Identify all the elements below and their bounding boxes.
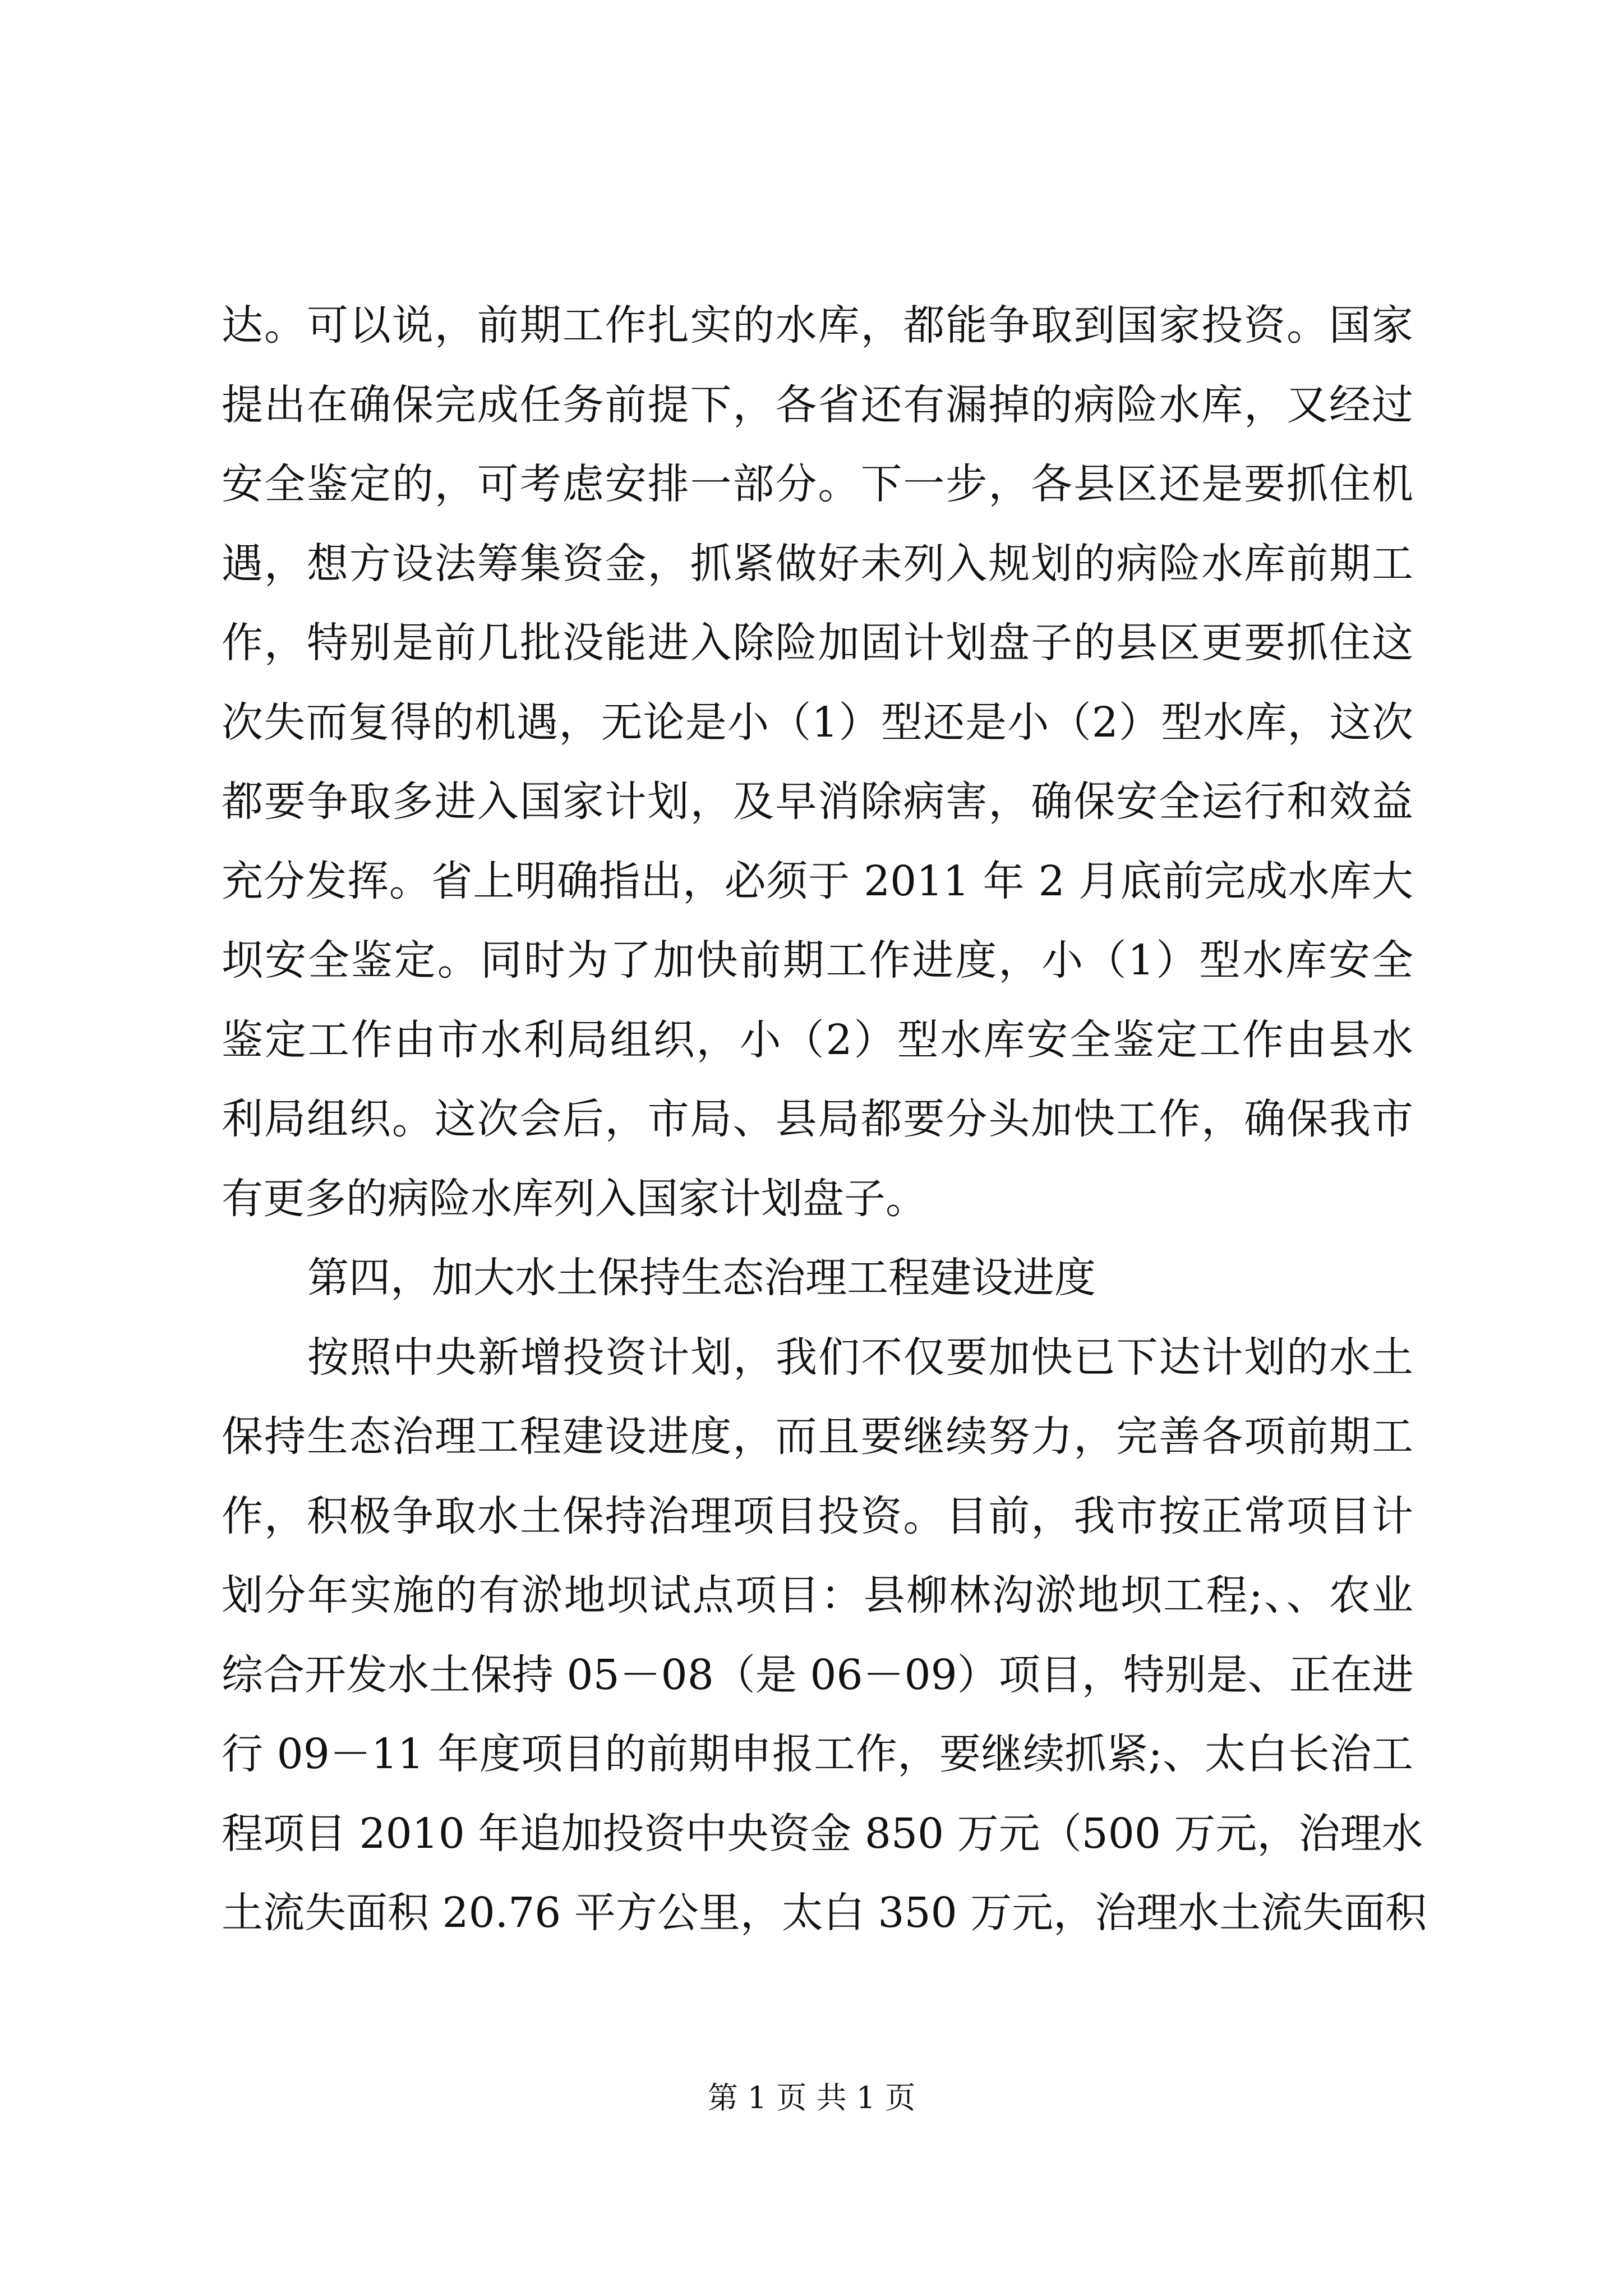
text-line: 次失而复得的机遇，无论是小（1）型还是小（2）型水库，这次: [222, 698, 1413, 747]
text-line: 坝安全鉴定。同时为了加快前期工作进度，小（1）型水库安全: [222, 936, 1413, 984]
text-line: 程项目 2010 年追加投资中央资金 850 万元（500 万元，治理水: [222, 1809, 1423, 1858]
text-line: 行 09－11 年度项目的前期申报工作，要继续抓紧;、太白长治工: [222, 1730, 1413, 1778]
text-line: 提出在确保完成任务前提下，各省还有漏掉的病险水库，又经过: [222, 380, 1413, 429]
text-line: 都要争取多进入国家计划，及早消除病害，确保安全运行和效益: [222, 777, 1413, 826]
text-line: 达。可以说，前期工作扎实的水库，都能争取到国家投资。国家: [222, 301, 1413, 349]
page-number: 第 1 页 共 1 页: [707, 2080, 916, 2115]
text-line: 遇，想方设法筹集资金，抓紧做好未列入规划的病险水库前期工: [222, 539, 1413, 588]
body-text: [222, 286, 1427, 1953]
text-line: 利局组织。这次会后，市局、县局都要分头加快工作，确保我市: [222, 1095, 1413, 1143]
text-line: 按照中央新增投资计划，我们不仅要加快已下达计划的水土: [307, 1333, 1413, 1382]
section-heading: 第四，加大水土保持生态治理工程建设进度: [307, 1254, 1096, 1302]
text-line: 综合开发水土保持 05－08（是 06－09）项目，特别是、正在进: [222, 1650, 1414, 1699]
text-line: 安全鉴定的，可考虑安排一部分。下一步，各县区还是要抓住机: [222, 460, 1413, 508]
text-line: 保持生态治理工程建设进度，而且要继续努力，完善各项前期工: [222, 1412, 1413, 1461]
text-line: 作，特别是前几批没能进入除险加固计划盘子的县区更要抓住这: [222, 619, 1413, 667]
text-line: 有更多的病险水库列入国家计划盘子。: [222, 1174, 927, 1223]
text-line: 鉴定工作由市水利局组织，小（2）型水库安全鉴定工作由县水: [222, 1015, 1413, 1064]
text-line: 作，积极争取水土保持治理项目投资。目前，我市按正常项目计: [222, 1492, 1413, 1540]
text-line: 划分年实施的有淤地坝试点项目：县柳林沟淤地坝工程;、、农业: [222, 1571, 1413, 1619]
text-line: 土流失面积 20.76 平方公里，太白 350 万元，治理水土流失面积: [222, 1889, 1427, 1937]
text-line: 充分发挥。省上明确指出，必须于 2011 年 2 月底前完成水库大: [222, 857, 1413, 905]
